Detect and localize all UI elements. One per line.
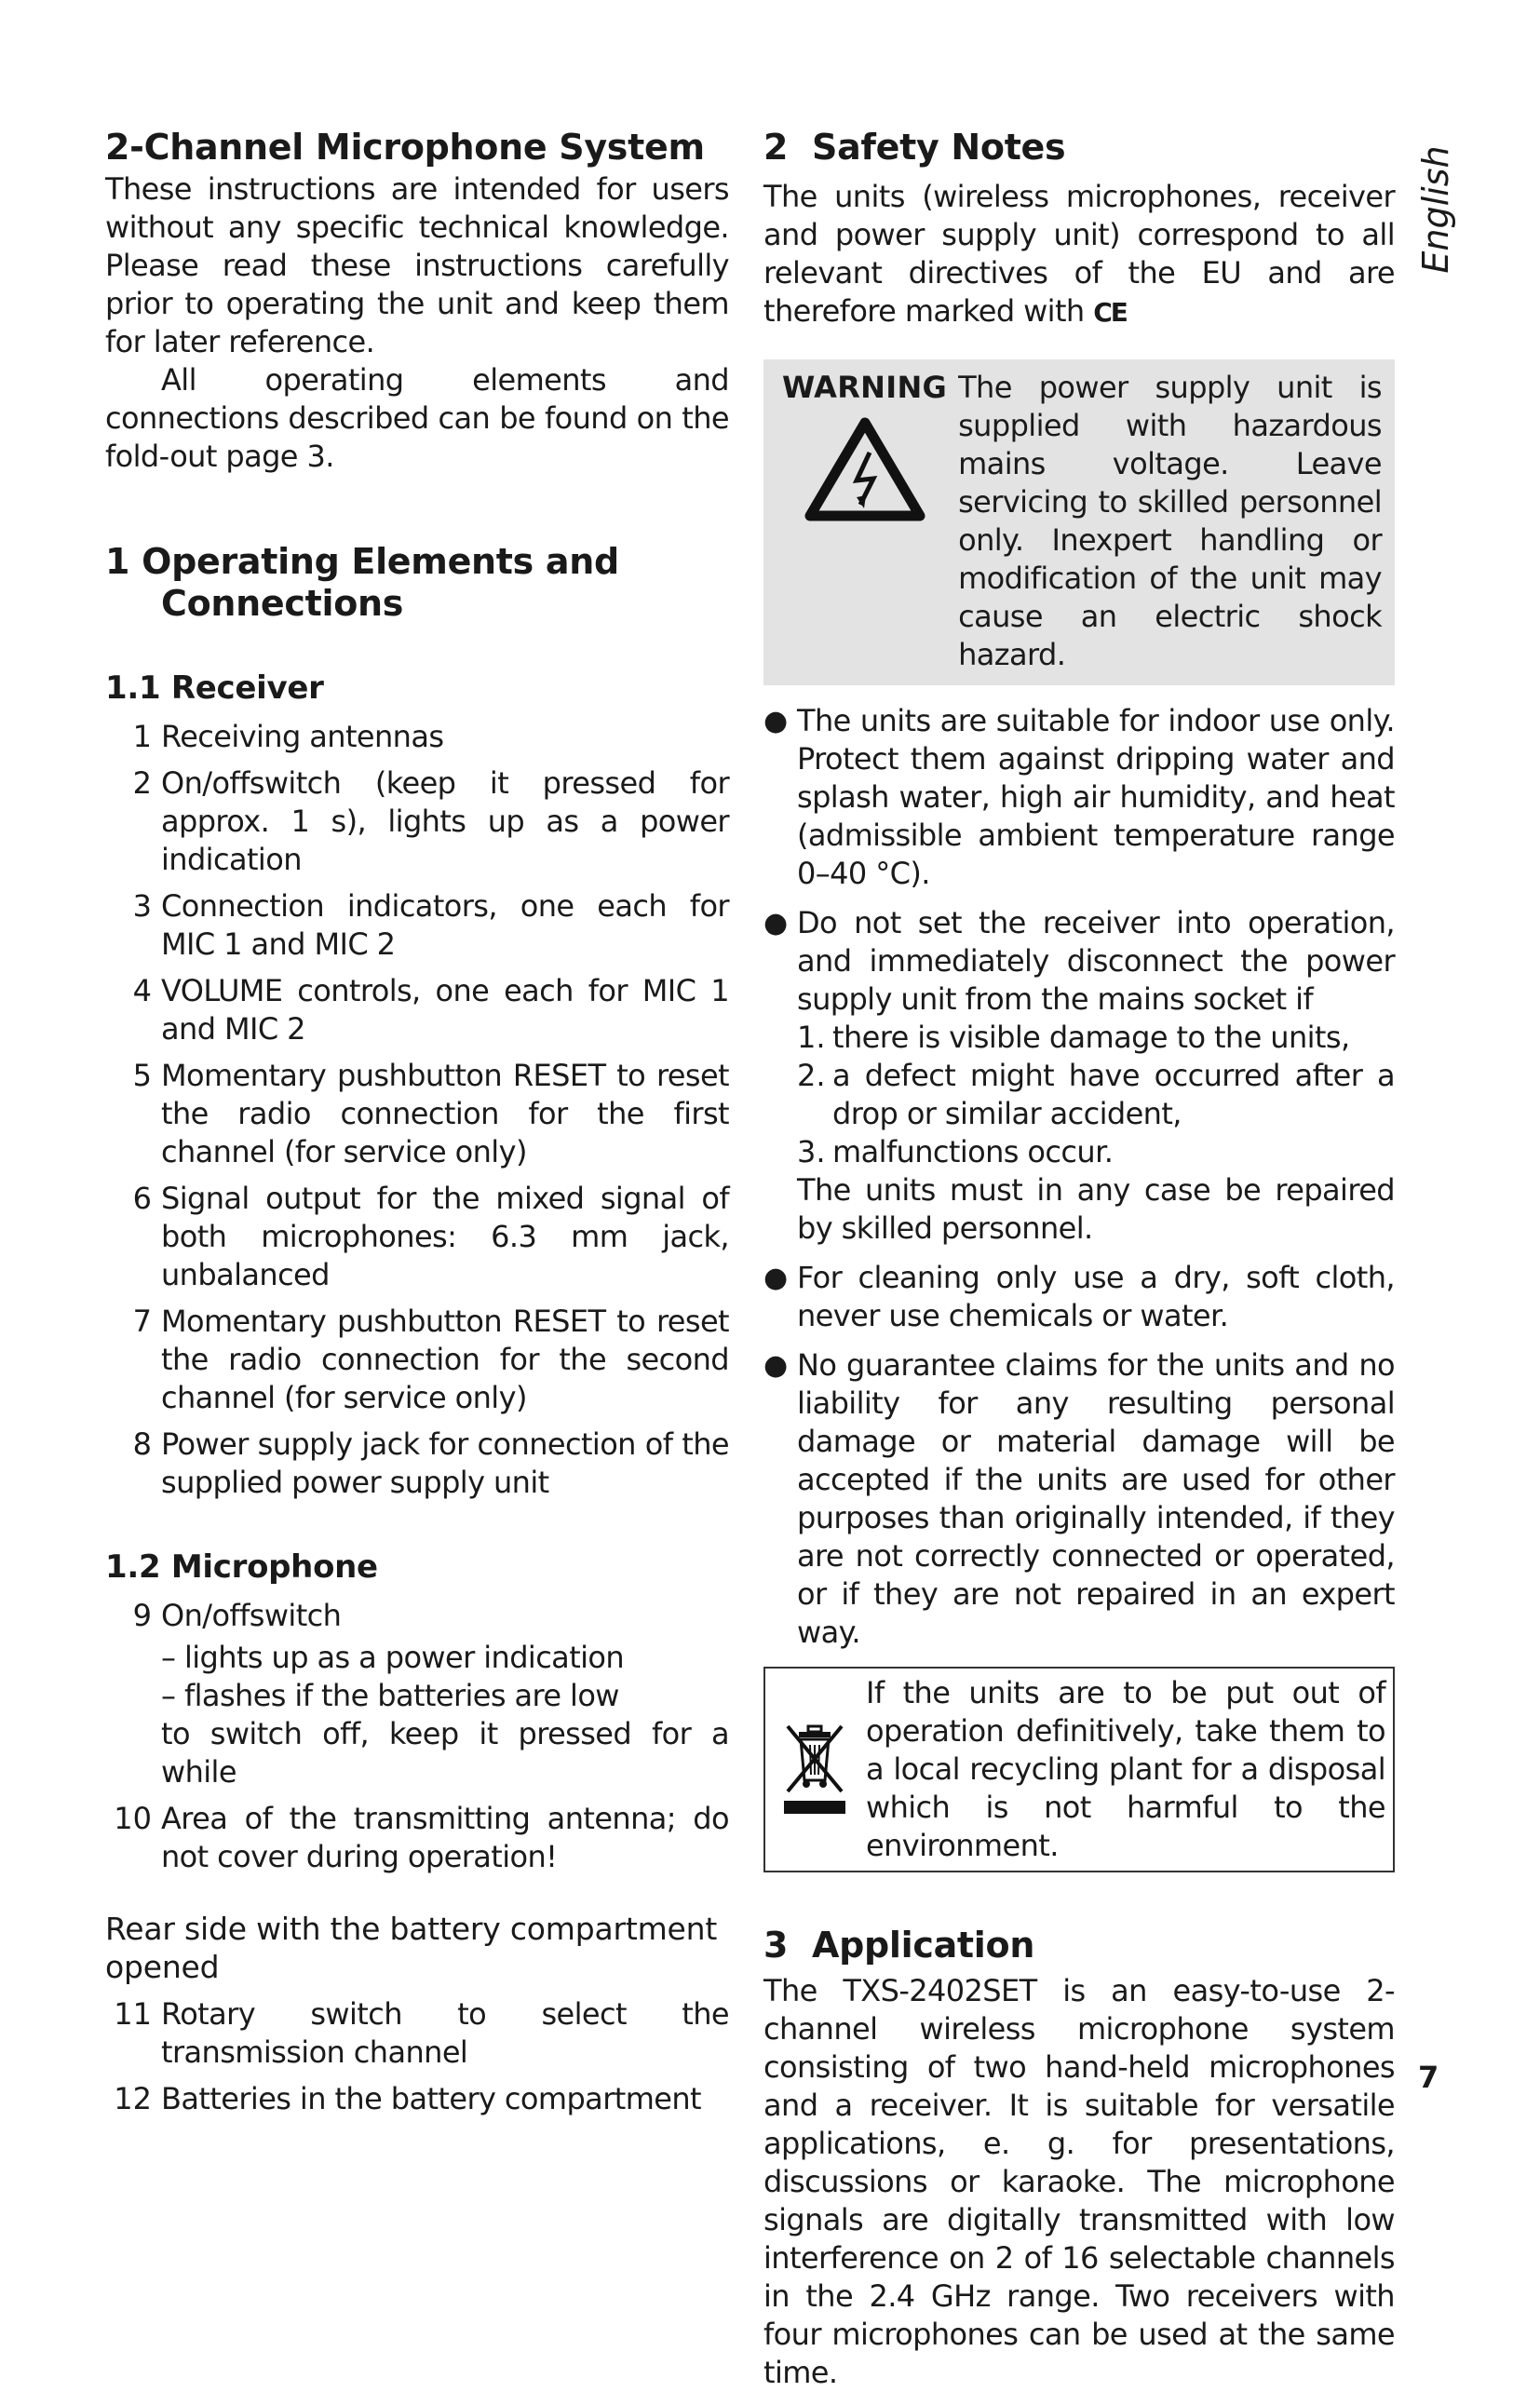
crossed-out-bin-icon [782,1719,847,1821]
high-voltage-warning-icon [804,417,925,521]
safety-intro-text: The units (wireless microphones, receiver and power supply unit) correspond to all relevant directives of the EU and are therefore marked with [763,179,1395,329]
list-item [105,1800,729,1876]
bullet-dot-icon: ● [763,907,789,939]
item-number: 2 [132,765,152,801]
bullet-item [763,1259,1395,1335]
item-number: 4 [132,973,152,1008]
section-2-title: Safety Notes [812,127,1066,168]
list-item [105,718,729,756]
bullet-dot-icon: ● [763,1262,789,1294]
application-text: The TXS-2402SET is an easy-to-use 2-channel wireless microphone system consisting of two hand-held microphones and a receiver. It is suitable for versatile applications, e. g. for presentations, discussions or karaoke. The microphone signals are digitally transmitted with low interference on 2 of 16 selectable channels in the 2.4 GHz range. Two receivers with four microphones can be used at the same time. [763,1973,1395,2390]
recycling-box [763,1667,1395,1872]
item-text: Signal output for the mixed signal of both microphones: 6.3 mm jack, unbalanced [161,1181,729,1292]
list-item [797,1057,1395,1133]
item-number: 8 [132,1426,152,1462]
section-3-title: Application [812,1925,1035,1966]
page-number: 7 [1418,2060,1439,2095]
item-9-sub-3: to switch off, keep it pressed for a while [161,1716,729,1790]
item-number: 3 [132,888,152,924]
list-number: 1. [797,1020,826,1055]
section-2-heading [763,127,1395,169]
list-text: there is visible damage to the units, [832,1020,1350,1055]
item-text: VOLUME controls, one each for MIC 1 and MIC 2 [161,973,729,1047]
item-number: 12 [114,2081,152,2116]
warning-box [763,359,1395,685]
item-text: On/offswitch (keep it pressed for approx. 1 s), lights up as a power indication [161,765,729,877]
recycling-text: If the units are to be put out of operation definitively, take them to a local recycling plant for a disposal which is not harmful to the environment. [866,1675,1385,1863]
item-number: 7 [132,1304,152,1339]
list-item [105,1995,729,2072]
section-2-number: 2 [763,127,789,168]
safety-section [763,127,1395,1872]
section-3-heading [763,1925,1395,1966]
item-text: Batteries in the battery compartment [161,2081,701,2116]
list-text: malfunctions occur. [832,1134,1114,1169]
list-item [797,1019,1395,1057]
warning-text: The power supply unit is supplied with hazardous mains voltage. Leave servicing to skilled personnel only. Inexpert handling or modification of the unit may cause an electric shock hazard. [958,370,1382,672]
application-section [763,1925,1395,2392]
list-item [105,1426,729,1502]
microphone-heading: 1.2 Microphone [105,1548,378,1586]
section-1-title-line2: Connections [161,583,404,624]
left-column [105,127,729,2127]
section-1-heading [105,541,729,625]
item-9-sub-2: – flashes if the batteries are low [161,1678,619,1713]
item-9-sub-1: – lights up as a power indication [161,1640,625,1675]
bullet-item [763,702,1395,893]
warning-head [782,369,947,674]
item-number: 11 [114,1996,152,2032]
receiver-heading: 1.1 Receiver [105,669,324,707]
item-text: Connection indicators, one each for MIC 1 and MIC 2 [161,888,729,962]
bullet-text: Do not set the receiver into operation, and immediately disconnect the power supply unit from the mains socket if [797,905,1395,1017]
intro-paragraph-2: All operating elements and connections described can be found on the fold-out page 3. [105,362,729,474]
language-tab [1412,130,1459,289]
language-label: English [1415,145,1456,274]
list-item [105,972,729,1048]
list-item [105,1180,729,1294]
list-item [105,1597,729,1635]
item-number: 10 [114,1801,152,1836]
list-number: 2. [797,1058,826,1093]
item-text: Momentary pushbutton RESET to reset the radio connection for the second channel (for service only) [161,1304,729,1415]
right-column [763,127,1395,2392]
intro-paragraph: These instructions are intended for users without any specific technical knowledge. Please read these instructions carefully prior to operating the unit and keep them for later reference. [105,171,729,359]
list-item [105,887,729,964]
safety-intro [763,178,1395,331]
ce-mark: CE [1093,297,1127,328]
bullet-dot-icon: ● [763,1349,789,1382]
section-3-number: 3 [763,1925,789,1966]
bullet-text-outro: The units must in any case be repaired by skilled personnel. [797,1172,1395,1246]
item-text: Receiving antennas [161,719,444,754]
document-title: 2-Channel Microphone System [105,127,705,168]
bullet-dot-icon: ● [763,705,789,737]
defect-list [797,1019,1395,1171]
section-1-number: 1 [105,541,130,582]
list-item [797,1133,1395,1171]
warning-label: WARNING [782,370,948,405]
bullet-text: No guarantee claims for the units and no liability for any resulting personal damage or material damage will be accepted if the units are used for other purposes than originally intended, if they are not correctly connected or operated, or if they are not repaired in an expert way. [797,1347,1395,1650]
bullet-text: The units are suitable for indoor use only. Protect them against dripping water and splash water, high air humidity, and heat (admissible ambient temperature range 0–40 °C). [797,703,1395,891]
list-item [105,764,729,879]
list-item [105,2080,729,2118]
item-number: 9 [132,1598,152,1633]
item-9-details [105,1639,729,1791]
item-number: 5 [132,1058,152,1093]
item-text: On/offswitch [161,1598,342,1633]
item-text: Rotary switch to select the transmission channel [161,1996,729,2070]
list-text: a defect might have occurred after a drop or similar accident, [832,1058,1395,1131]
item-text: Power supply jack for connection of the supplied power supply unit [161,1426,729,1500]
rear-side-heading: Rear side with the battery compartment opened [105,1911,718,1985]
receiver-list [105,718,729,1502]
list-number: 3. [797,1134,826,1169]
bullet-item [763,904,1395,1248]
item-text: Momentary pushbutton RESET to reset the radio connection for the first channel (for service only) [161,1058,729,1169]
section-1-title-line1: Operating Elements and [142,541,619,582]
item-text: Area of the transmitting antenna; do not cover during operation! [161,1801,729,1874]
list-item [105,1057,729,1171]
list-item [105,1303,729,1417]
item-number: 6 [132,1181,152,1216]
bullet-text: For cleaning only use a dry, soft cloth, never use chemicals or water. [797,1260,1395,1333]
bullet-item [763,1346,1395,1652]
item-number: 1 [132,719,152,754]
